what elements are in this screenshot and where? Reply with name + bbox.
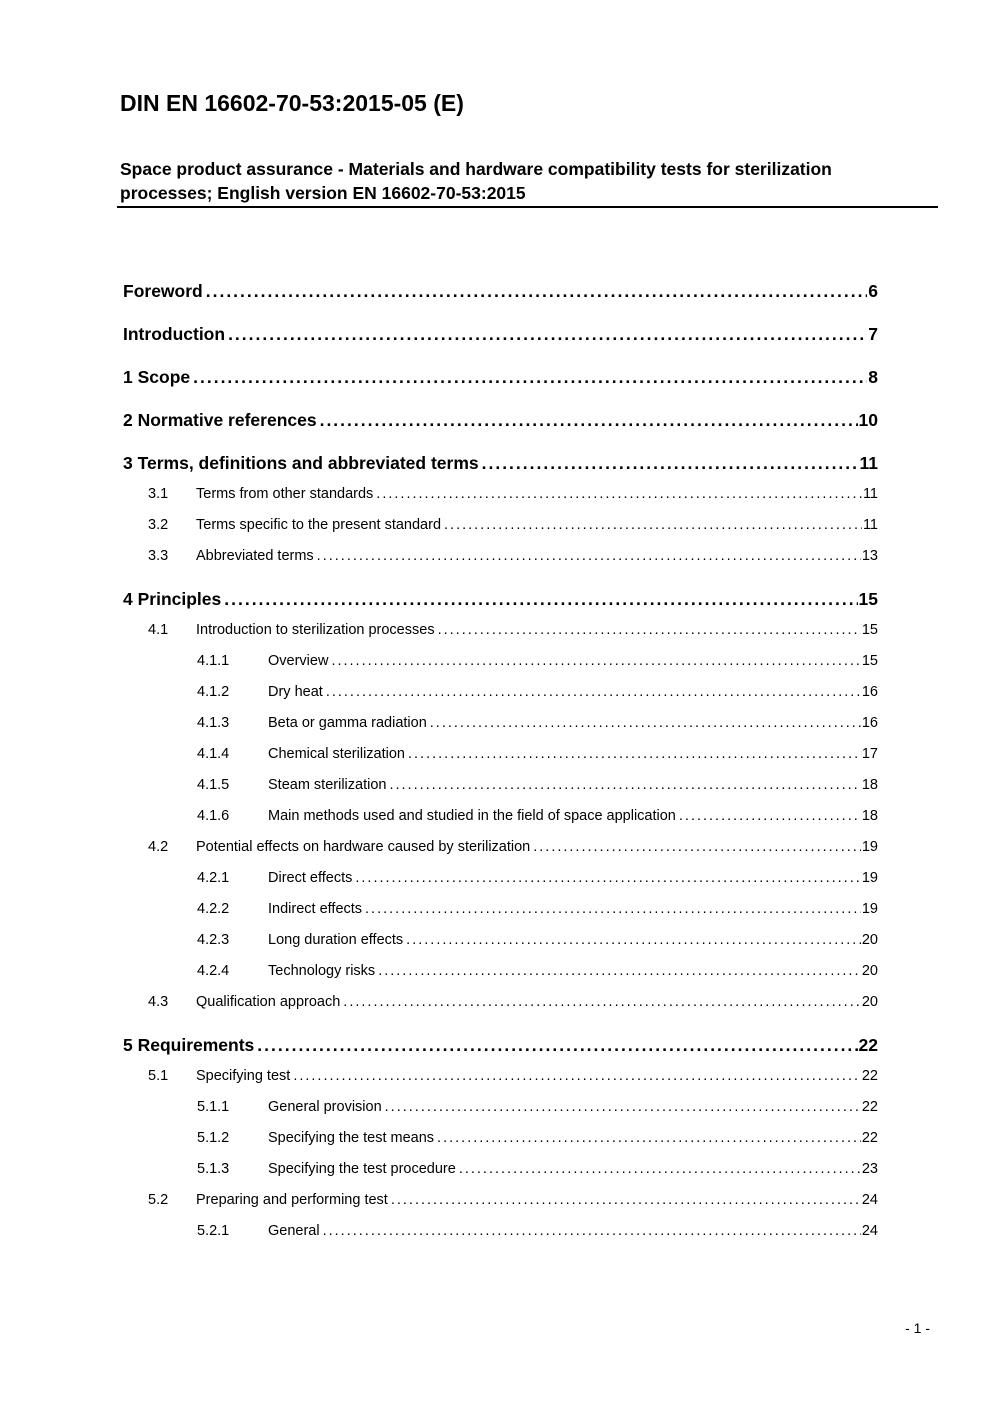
toc-entry-label: Specifying the test procedure [268,1161,456,1177]
toc-entry [123,510,878,541]
table-of-contents [123,276,878,1247]
toc-entry-page: 20 [861,994,878,1010]
toc-entry-page: 22 [858,1035,878,1055]
toc-entry [123,541,878,572]
toc-entry-label: 5 Requirements [123,1035,255,1055]
toc-entry-label: General [268,1223,320,1239]
toc-entry-page: 6 [868,281,878,301]
toc-entry-label: 2 Normative references [123,410,317,430]
toc-entry-page: 19 [861,839,878,855]
toc-entry-label: Long duration effects [268,932,404,948]
toc-entry [123,1154,878,1185]
toc-entry-number: 4.1.2 [197,684,230,700]
toc-entry [123,832,878,863]
toc-dot-leader [224,584,857,615]
toc-entry-page: 19 [861,901,878,917]
toc-dot-leader [376,479,862,510]
toc-entry-page: 20 [861,932,878,948]
toc-entry-label: Terms specific to the present standard [196,517,442,533]
toc-entry-label: Dry heat [268,684,323,700]
toc-entry [123,987,878,1018]
toc-entry-label: 4 Principles [123,589,222,609]
toc-dot-leader [459,1154,861,1185]
toc-entry [123,1123,878,1154]
toc-entry-number: 4.2 [148,839,169,855]
toc-dot-leader [389,770,860,801]
toc-entry-number: 5.2.1 [197,1223,230,1239]
toc-dot-leader [385,1092,861,1123]
toc-entry-page: 10 [858,410,878,430]
toc-entry [123,584,878,615]
toc-dot-leader [391,1185,861,1216]
toc-entry-label: Beta or gamma radiation [268,715,427,731]
toc-entry-label: General provision [268,1099,382,1115]
toc-entry-page: 8 [868,367,878,387]
toc-entry [123,646,878,677]
toc-entry-page: 20 [861,963,878,979]
toc-dot-leader [533,832,861,863]
toc-entry-page: 16 [861,715,878,731]
toc-dot-leader [323,1216,861,1247]
toc-entry [123,276,878,307]
toc-entry-number: 5.1.1 [197,1099,230,1115]
toc-entry-label: Direct effects [268,870,353,886]
toc-entry-label: Abbreviated terms [196,548,314,564]
toc-entry-page: 18 [861,808,878,824]
toc-entry-page: 22 [861,1068,878,1084]
toc-entry-page: 16 [861,684,878,700]
toc-entry-page: 24 [861,1223,878,1239]
toc-entry-label: Steam sterilization [268,777,387,793]
toc-entry-number: 4.2.1 [197,870,230,886]
toc-entry [123,405,878,436]
toc-entry [123,362,878,393]
toc-dot-leader [406,925,861,956]
toc-entry-label: Foreword [123,281,203,301]
toc-dot-leader [193,362,867,393]
toc-entry-label: Overview [268,653,329,669]
toc-entry-page: 22 [861,1099,878,1115]
toc-entry-page: 19 [861,870,878,886]
toc-entry-page: 18 [861,777,878,793]
toc-entry [123,1185,878,1216]
toc-entry-label: Introduction [123,324,226,344]
toc-entry-page: 23 [861,1161,878,1177]
toc-entry [123,770,878,801]
toc-entry [123,925,878,956]
toc-entry-number: 4.1 [148,622,169,638]
toc-dot-leader [355,863,861,894]
toc-entry-number: 3.1 [148,486,169,502]
toc-entry [123,677,878,708]
toc-entry [123,894,878,925]
toc-entry-label: Specifying test [196,1068,291,1084]
toc-entry [123,1216,878,1247]
toc-entry [123,956,878,987]
toc-entry-page: 11 [859,453,878,473]
toc-entry-page: 11 [862,517,878,533]
toc-entry [123,615,878,646]
toc-dot-leader [378,956,861,987]
toc-entry-label: Technology risks [268,963,376,979]
toc-entry [123,448,878,479]
toc-entry-label: Preparing and performing test [196,1192,388,1208]
toc-entry [123,708,878,739]
toc-dot-leader [437,1123,861,1154]
title-divider-rule [117,206,938,208]
toc-entry [123,1061,878,1092]
toc-entry-label: Indirect effects [268,901,363,917]
toc-entry-page: 13 [861,548,878,564]
toc-dot-leader [482,448,859,479]
toc-entry-number: 3.2 [148,517,169,533]
toc-entry-number: 5.1.3 [197,1161,230,1177]
toc-entry-label: Main methods used and studied in the field of space application [268,808,676,824]
toc-dot-leader [365,894,861,925]
toc-entry-page: 15 [858,589,878,609]
toc-dot-leader [679,801,861,832]
toc-entry [123,479,878,510]
document-number-heading: DIN EN 16602-70-53:2015-05 (E) [120,90,464,116]
toc-entry [123,801,878,832]
toc-dot-leader [343,987,861,1018]
toc-entry-page: 22 [861,1130,878,1146]
toc-entry-label: Introduction to sterilization processes [196,622,435,638]
document-title-block [120,157,938,205]
toc-entry-page: 24 [861,1192,878,1208]
toc-entry-label: Chemical sterilization [268,746,405,762]
toc-entry-label: Specifying the test means [268,1130,435,1146]
toc-entry [123,1092,878,1123]
toc-dot-leader [430,708,861,739]
toc-dot-leader [331,646,860,677]
toc-entry-page: 15 [861,622,878,638]
toc-entry-number: 4.2.2 [197,901,230,917]
toc-entry-number: 3.3 [148,548,169,564]
toc-entry-label: Potential effects on hardware caused by sterilization [196,839,531,855]
toc-dot-leader [438,615,861,646]
toc-entry [123,1030,878,1061]
toc-entry-page: 7 [868,324,878,344]
toc-entry-number: 4.2.3 [197,932,230,948]
toc-entry-number: 4.1.3 [197,715,230,731]
toc-entry-number: 5.1.2 [197,1130,230,1146]
toc-entry-label: Qualification approach [196,994,341,1010]
toc-dot-leader [228,319,867,350]
toc-entry-page: 11 [862,486,878,502]
toc-dot-leader [326,677,861,708]
toc-entry-number: 4.1.4 [197,746,230,762]
toc-dot-leader [444,510,862,541]
toc-entry-page: 15 [861,653,878,669]
toc-entry-number: 4.1.5 [197,777,230,793]
toc-dot-leader [320,405,858,436]
toc-entry-label: 3 Terms, definitions and abbreviated terms [123,453,479,473]
toc-entry [123,863,878,894]
toc-entry-number: 5.1 [148,1068,169,1084]
toc-dot-leader [317,541,861,572]
document-title: Space product assurance - Materials and hardware compatibility tests for sterilization processes; English version EN 16602-70-53:2015 [120,159,832,203]
toc-entry [123,319,878,350]
toc-entry-number: 4.1.1 [197,653,230,669]
toc-entry-number: 4.3 [148,994,169,1010]
toc-dot-leader [408,739,861,770]
toc-entry-label: 1 Scope [123,367,191,387]
toc-entry-number: 5.2 [148,1192,169,1208]
toc-dot-leader [257,1030,857,1061]
toc-entry-page: 17 [861,746,878,762]
toc-dot-leader [293,1061,861,1092]
toc-entry [123,739,878,770]
toc-entry-number: 4.2.4 [197,963,230,979]
page-number-footer: - 1 - [905,1320,930,1336]
toc-entry-number: 4.1.6 [197,808,230,824]
toc-entry-label: Terms from other standards [196,486,374,502]
toc-dot-leader [206,276,868,307]
